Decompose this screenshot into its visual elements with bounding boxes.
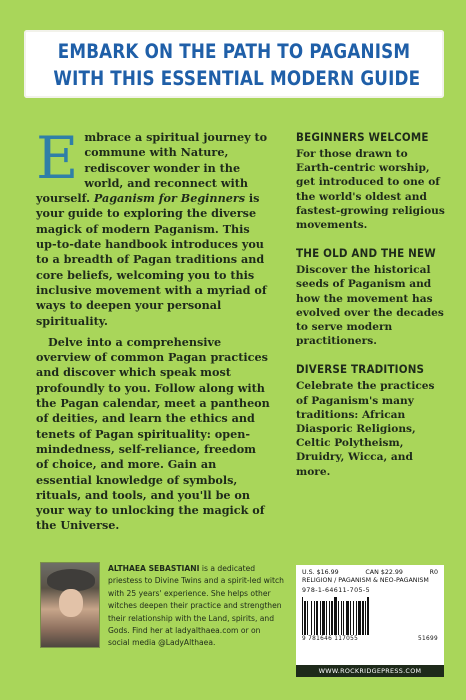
feature-body: For those drawn to Earth-centric worship, get introduced to one of the world's oldest and fastest-growing religious movements. (296, 148, 445, 232)
feature-body: Discover the historical seeds of Paganism and how the movement has evolved over the decades to serve modern practitioners. (296, 264, 444, 348)
intro-paragraph-2: Delve into a comprehensive overview of common Pagan practices and discover which speak most profoundly to you. Follow along with the Pagan calendar, meet a pantheon of deities, and learn the ethics and tenets of Pagan spirituality: open-mindedness, self-reliance, freedom of choice, and more. Gain an essential knowledge of symbols, rituals, and tools, and you'll be on your way to unlocking the magick of the Universe. (36, 334, 270, 533)
headline-banner (24, 30, 444, 98)
intro-paragraph-1 (36, 124, 272, 329)
barcode-bars (302, 597, 438, 635)
barcode-digits: 9 781646 117055 (302, 636, 359, 642)
publisher-url: WWW.ROCKRIDGEPRESS.COM (296, 665, 444, 677)
headline-line-2: WITH THIS ESSENTIAL MODERN GUIDE (53, 67, 421, 90)
barcode-row (302, 594, 438, 635)
feature-title: BEGINNERS WELCOME (296, 130, 429, 144)
author-bio-text: is a dedicated priestess to Divine Twins and a spirit-led witch with 25 years' experience. She helps other witches deepen their practice and strengthen their relationship with the Land, spirits, and Gods. Find her at ladyalthaea.com or on social media @LadyAlthaea. (108, 564, 284, 648)
hat-shape (47, 569, 95, 591)
feature-body: Celebrate the practices of Paganism's many traditions: African Diasporic Religions, Celtic Polytheism, Druidry, Wicca, and more. (296, 380, 435, 478)
isbn: 978-1-64611-705-5 (302, 587, 370, 594)
description-column (36, 124, 272, 540)
face-shape (59, 589, 83, 617)
drop-cap: E (36, 124, 79, 192)
bisac-category: RELIGION / PAGANISM & NEO-PAGANISM (302, 577, 429, 584)
price-can: CAN $22.99 (365, 569, 403, 576)
price-us: U.S. $16.99 (302, 569, 339, 576)
barcode-digits-row (302, 635, 438, 642)
feature-title: THE OLD AND THE NEW (296, 246, 436, 261)
feature-section (296, 362, 446, 478)
feature-section (296, 246, 446, 348)
author-bio (108, 563, 284, 650)
barcode-block (296, 565, 444, 677)
features-column (296, 130, 446, 493)
author-name: ALTHAEA SEBASTIANI (108, 564, 200, 573)
author-photo (40, 562, 100, 648)
headline-line-1: EMBARK ON THE PATH TO PAGANISM (57, 40, 411, 63)
book-title-inline: Paganism for Beginners (93, 191, 246, 206)
feature-title: DIVERSE TRADITIONS (296, 362, 425, 377)
intro-rest: is your guide to exploring the diverse magick of modern Paganism. This up-to-date handbook introduces you to a breadth of Pagan traditions and core beliefs, welcoming you to this inclusive movement with a myriad of ways to deepen your personal spirituality. (36, 191, 267, 328)
barcode-bar (367, 597, 369, 635)
barcode-addon: 51699 (418, 636, 438, 642)
feature-section (296, 130, 446, 232)
price-code: R0 (429, 569, 438, 576)
intro-lead: mbrace a spiritual journey to commune with Nature, rediscover wonder in the world, and reconnect with yourself. (36, 130, 268, 206)
price-row (302, 569, 438, 576)
